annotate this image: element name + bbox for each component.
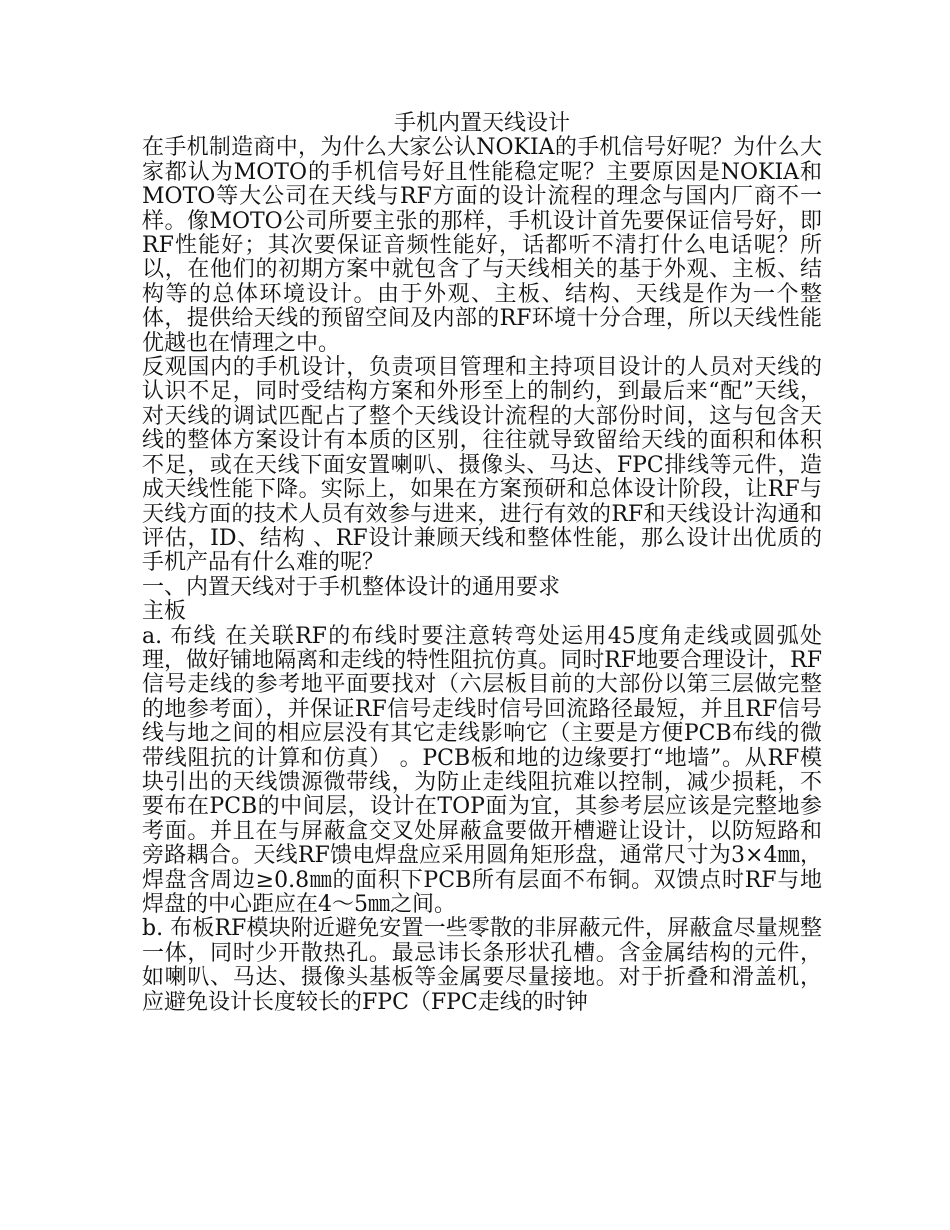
- paragraph-layout: b. 布板RF模块附近避免安置一些零散的非屏蔽元件，屏蔽盒尽量规整一体，同时少开散热孔。最忌讳长条形状孔槽。含金属结构的元件，如喇叭、马达、摄像头基板等金属要尽量接地。对于折叠和滑盖机，应避免设计长度较长的FPC（FPC走线的时钟: [142, 916, 822, 1015]
- paragraph-intro: 在手机制造商中，为什么大家公认NOKIA的手机信号好呢？为什么大家都认为MOTO的手机信号好且性能稳定呢？主要原因是NOKIA和MOTO等大公司在天线与RF方面的设计流程的理念与国内厂商不一样。像MOTO公司所要主张的那样，手机设计首先要保证信号好，即RF性能好；其次要保证音频性能好，话都听不清打什么电话呢？所以，在他们的初期方案中就包含了与天线相关的基于外观、主板、结构等的总体环境设计。由于外观、主板、结构、天线是作为一个整体，提供给天线的预留空间及内部的RF环境十分合理，所以天线性能优越也在情理之中。: [142, 135, 822, 356]
- subsection-heading: 主板: [142, 599, 187, 625]
- document-page: [142, 112, 822, 1015]
- paragraph-routing: a. 布线 在关联RF的布线时要注意转弯处运用45度角走线或圆弧处理，做好铺地隔离和走线的特性阻抗仿真。同时RF地要合理设计，RF信号走线的参考地平面要找对（六层板目前的大部份以第三层做完整的地参考面），并保证RF信号走线时信号回流路径最短，并且RF信号线与地之间的相应层没有其它走线影响它（主要是方便PCB布线的微带线阻抗的计算和仿真） 。PCB板和地的边缘要打“地墙”。从RF模块引出的天线馈源微带线，为防止走线阻抗难以控制，减少损耗，不要布在PCB的中间层，设计在TOP面为宜，其参考层应该是完整地参考面。并且在与屏蔽盒交叉处屏蔽盒要做开槽避让设计，以防短路和旁路耦合。天线RF馈电焊盘应采用圆角矩形盘，通常尺寸为3×4㎜，焊盘含周边≥0.8㎜的面积下PCB所有层面不布铜。双馈点时RF与地焊盘的中心距应在4～5㎜之间。: [142, 623, 822, 917]
- document-title: 手机内置天线设计: [393, 111, 570, 136]
- section-heading: 一、内置天线对于手机整体设计的通用要求: [142, 574, 561, 600]
- paragraph-domestic-design: 反观国内的手机设计，负责项目管理和主持项目设计的人员对天线的认识不足，同时受结构方案和外形至上的制约，到最后来“配”天线，对天线的调试匹配占了整个天线设计流程的大部份时间，这与包含天线的整体方案设计有本质的区别，往往就导致留给天线的面积和体积不足，或在天线下面安置喇叭、摄像头、马达、FPC排线等元件，造成天线性能下降。实际上，如果在方案预研和总体设计阶段，让RF与天线方面的技术人员有效参与进来，进行有效的RF和天线设计沟通和评估，ID、结构 、RF设计兼顾天线和整体性能，那么设计出优质的手机产品有什么难的呢？: [142, 355, 822, 576]
